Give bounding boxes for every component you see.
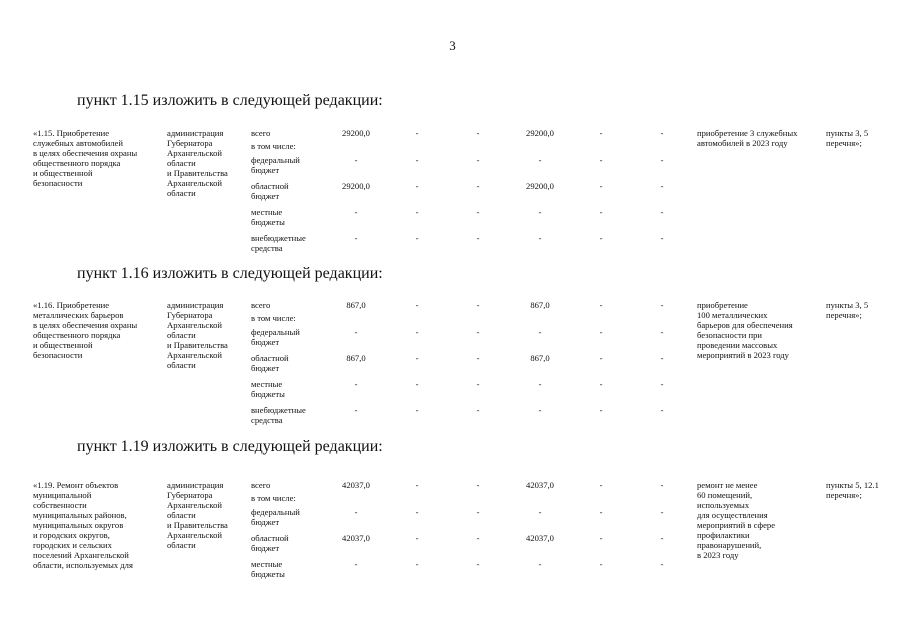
amount-cell: -: [660, 379, 664, 389]
amount-cell: 42037,0: [342, 533, 370, 543]
amount-cell: -: [660, 181, 664, 191]
amount-cell: -: [599, 207, 603, 217]
amount-cell: 42037,0: [526, 533, 554, 543]
section-heading: пункт 1.19 изложить в следующей редакции:: [77, 438, 383, 455]
amount-cell: -: [660, 128, 664, 138]
amount-cell: -: [476, 207, 480, 217]
amount-cell: -: [415, 353, 419, 363]
executor-cell: администрация Губернатора Архангельской области и Правительства Архангельской области: [167, 480, 228, 550]
amount-cell: -: [415, 233, 419, 243]
amount-cell: -: [415, 480, 419, 490]
amount-cell: 867,0: [346, 300, 366, 310]
amount-cell: -: [476, 533, 480, 543]
amount-cell: -: [354, 155, 358, 165]
amount-cell: -: [538, 379, 542, 389]
amount-cell: -: [538, 207, 542, 217]
amount-cell: -: [354, 327, 358, 337]
amount-cell: 42037,0: [342, 480, 370, 490]
funding-source: всего: [251, 300, 271, 310]
result-cell: приобретение 3 служебных автомобилей в 2023 году: [697, 128, 798, 148]
amount-cell: -: [415, 379, 419, 389]
amount-cell: -: [660, 507, 664, 517]
amount-cell: -: [415, 533, 419, 543]
amount-cell: -: [354, 559, 358, 569]
funding-source: областной бюджет: [251, 533, 289, 553]
amount-cell: -: [476, 233, 480, 243]
result-cell: приобретение 100 металлических барьеров для обеспечения безопасности при проведении массовых мероприятий в 2023 году: [697, 300, 793, 360]
amount-cell: 42037,0: [526, 480, 554, 490]
amount-cell: 29200,0: [526, 128, 554, 138]
amount-cell: -: [538, 507, 542, 517]
amount-cell: -: [599, 379, 603, 389]
amount-cell: -: [599, 233, 603, 243]
amount-cell: -: [476, 379, 480, 389]
points-cell: пункты 5, 12.1 перечня»;: [826, 480, 879, 500]
amount-cell: -: [476, 405, 480, 415]
section-heading: пункт 1.15 изложить в следующей редакции:: [77, 92, 383, 109]
amount-cell: -: [476, 327, 480, 337]
funding-source: федеральный бюджет: [251, 507, 300, 527]
amount-cell: -: [476, 559, 480, 569]
amount-cell: -: [476, 353, 480, 363]
funding-source: местные бюджеты: [251, 559, 285, 579]
amount-cell: -: [660, 559, 664, 569]
amount-cell: -: [476, 128, 480, 138]
amount-cell: -: [415, 507, 419, 517]
amount-cell: -: [599, 480, 603, 490]
amount-cell: -: [476, 507, 480, 517]
amount-cell: -: [538, 233, 542, 243]
amount-cell: -: [415, 559, 419, 569]
funding-source: федеральный бюджет: [251, 155, 300, 175]
funding-source: в том числе:: [251, 141, 296, 151]
amount-cell: -: [660, 405, 664, 415]
amount-cell: -: [660, 155, 664, 165]
amount-cell: -: [476, 480, 480, 490]
funding-source: местные бюджеты: [251, 379, 285, 399]
amount-cell: -: [538, 405, 542, 415]
page-number: 3: [449, 38, 456, 53]
amount-cell: -: [538, 327, 542, 337]
section-heading: пункт 1.16 изложить в следующей редакции:: [77, 265, 383, 282]
amount-cell: -: [599, 181, 603, 191]
amount-cell: -: [354, 207, 358, 217]
funding-source: федеральный бюджет: [251, 327, 300, 347]
amount-cell: -: [660, 233, 664, 243]
funding-source: областной бюджет: [251, 181, 289, 201]
amount-cell: -: [415, 300, 419, 310]
amount-cell: -: [538, 559, 542, 569]
amount-cell: -: [476, 300, 480, 310]
amount-cell: -: [415, 181, 419, 191]
executor-cell: администрация Губернатора Архангельской области и Правительства Архангельской области: [167, 128, 228, 198]
amount-cell: -: [660, 300, 664, 310]
amount-cell: -: [476, 181, 480, 191]
points-cell: пункты 3, 5 перечня»;: [826, 300, 869, 320]
amount-cell: -: [599, 507, 603, 517]
funding-source: всего: [251, 480, 271, 490]
amount-cell: -: [599, 533, 603, 543]
amount-cell: -: [538, 155, 542, 165]
activity-description: «1.19. Ремонт объектов муниципальной собственности муниципальных районов, муниципальных округов и городских округов, городских и сельских поселений Архангельской области, используемых для: [33, 480, 133, 570]
executor-cell: администрация Губернатора Архангельской области и Правительства Архангельской области: [167, 300, 228, 370]
amount-cell: 29200,0: [342, 181, 370, 191]
amount-cell: -: [354, 233, 358, 243]
amount-cell: -: [599, 327, 603, 337]
amount-cell: -: [599, 128, 603, 138]
amount-cell: -: [354, 507, 358, 517]
amount-cell: -: [599, 405, 603, 415]
amount-cell: -: [354, 379, 358, 389]
result-cell: ремонт не менее 60 помещений, используемых для осуществления мероприятий в сфере профилактики правонарушений, в 2023 году: [697, 480, 776, 560]
amount-cell: -: [415, 155, 419, 165]
amount-cell: 867,0: [530, 353, 550, 363]
amount-cell: -: [354, 405, 358, 415]
amount-cell: -: [660, 327, 664, 337]
amount-cell: 29200,0: [526, 181, 554, 191]
activity-description: «1.15. Приобретение служебных автомобилей в целях обеспечения охраны общественного порядка и общественной безопасности: [33, 128, 138, 188]
amount-cell: 867,0: [530, 300, 550, 310]
amount-cell: 867,0: [346, 353, 366, 363]
amount-cell: -: [599, 559, 603, 569]
funding-source: в том числе:: [251, 313, 296, 323]
amount-cell: -: [415, 327, 419, 337]
amount-cell: -: [660, 353, 664, 363]
funding-source: в том числе:: [251, 493, 296, 503]
funding-source: местные бюджеты: [251, 207, 285, 227]
amount-cell: -: [660, 480, 664, 490]
funding-source: всего: [251, 128, 271, 138]
amount-cell: -: [415, 207, 419, 217]
funding-source: внебюджетные средства: [251, 233, 306, 253]
amount-cell: -: [660, 533, 664, 543]
amount-cell: 29200,0: [342, 128, 370, 138]
funding-source: областной бюджет: [251, 353, 289, 373]
activity-description: «1.16. Приобретение металлических барьеров в целях обеспечения охраны общественного порядка и общественной безопасности: [33, 300, 138, 360]
funding-source: внебюджетные средства: [251, 405, 306, 425]
amount-cell: -: [415, 405, 419, 415]
amount-cell: -: [415, 128, 419, 138]
points-cell: пункты 3, 5 перечня»;: [826, 128, 869, 148]
amount-cell: -: [599, 155, 603, 165]
amount-cell: -: [476, 155, 480, 165]
amount-cell: -: [599, 300, 603, 310]
amount-cell: -: [660, 207, 664, 217]
amount-cell: -: [599, 353, 603, 363]
